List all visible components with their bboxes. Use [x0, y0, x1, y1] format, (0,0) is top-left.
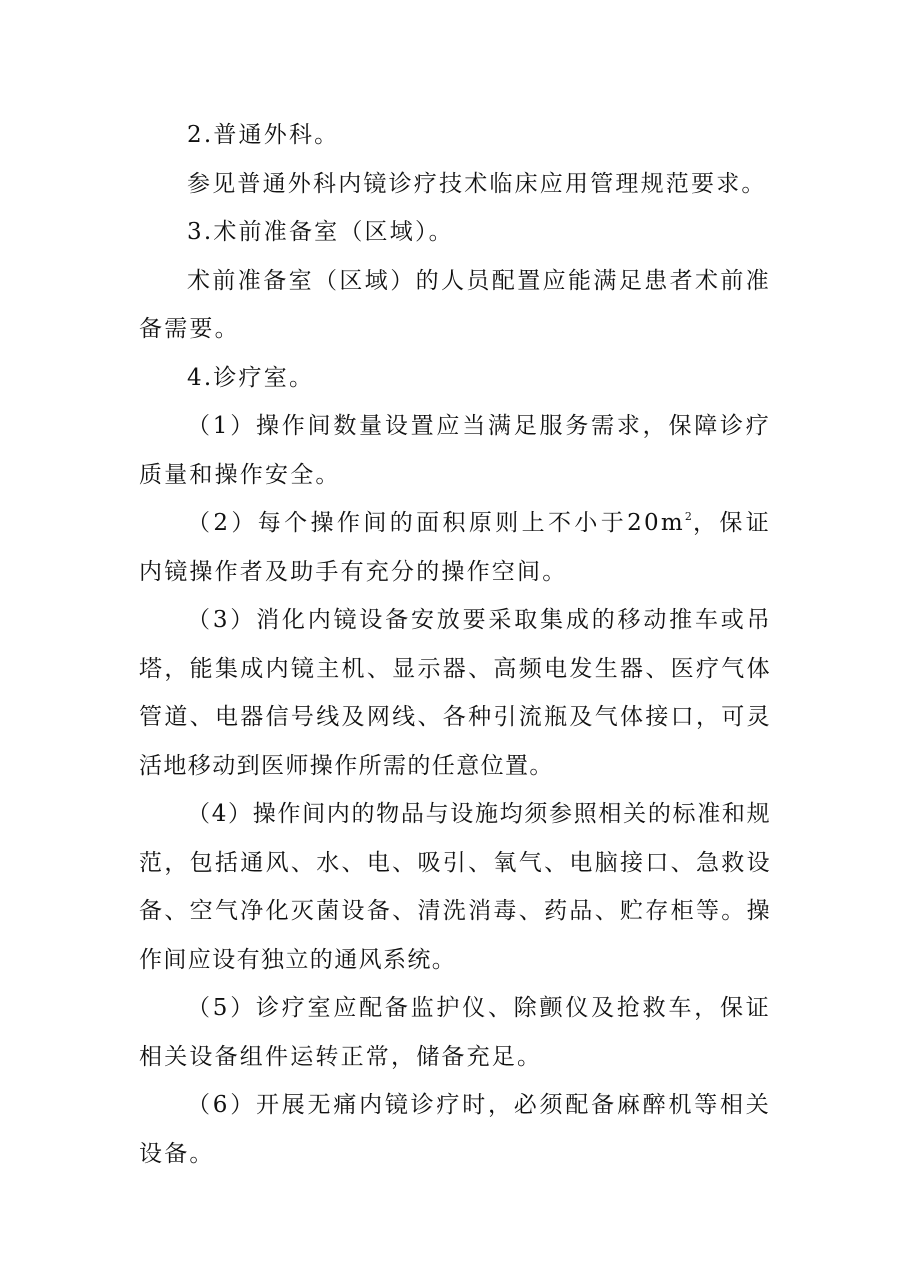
section-heading-preop-room: 3.术前准备室（区域）。	[187, 219, 454, 245]
paragraph-preop-staffing: 术前准备室（区域）的人员配置应能满足患者术前准备需要。	[139, 267, 771, 342]
paragraph-item-4: （4）操作间内的物品与设施均须参照相关的标准和规范，包括通风、水、电、吸引、氧气、电脑接口、急救设备、空气净化灭菌设备、清洗消毒、药品、贮存柜等。操作间应设有独立的通风系统。	[139, 801, 771, 973]
section-heading-treatment-room: 4.诊疗室。	[187, 364, 315, 391]
item-2-text-after: ，保证内镜操作者及助手有充分的操作空间。	[139, 510, 771, 585]
paragraph-item-2	[139, 499, 771, 596]
paragraph-general-surgery-reference: 参见普通外科内镜诊疗技术临床应用管理规范要求。	[187, 170, 767, 197]
paragraph-item-1: （1）操作间数量设置应当满足服务需求，保障诊疗质量和操作安全。	[139, 413, 771, 488]
document-body	[139, 111, 771, 1178]
item-2-text-before: （2）每个操作间的面积原则上不小于20m	[187, 510, 685, 536]
paragraph-item-5: （5）诊疗室应配备监护仪、除颤仪及抢救车，保证相关设备组件运转正常，储备充足。	[139, 995, 771, 1070]
section-heading-general-surgery: 2.普通外科。	[187, 122, 340, 148]
paragraph-item-6: （6）开展无痛内镜诊疗时，必须配备麻醉机等相关设备。	[139, 1092, 771, 1167]
paragraph-item-3: （3）消化内镜设备安放要采取集成的移动推车或吊塔，能集成内镜主机、显示器、高频电发生器、医疗气体管道、电器信号线及网线、各种引流瓶及气体接口，可灵活地移动到医师操作所需的任意位置。	[139, 607, 771, 779]
area-unit-superscript: 2	[684, 510, 692, 523]
